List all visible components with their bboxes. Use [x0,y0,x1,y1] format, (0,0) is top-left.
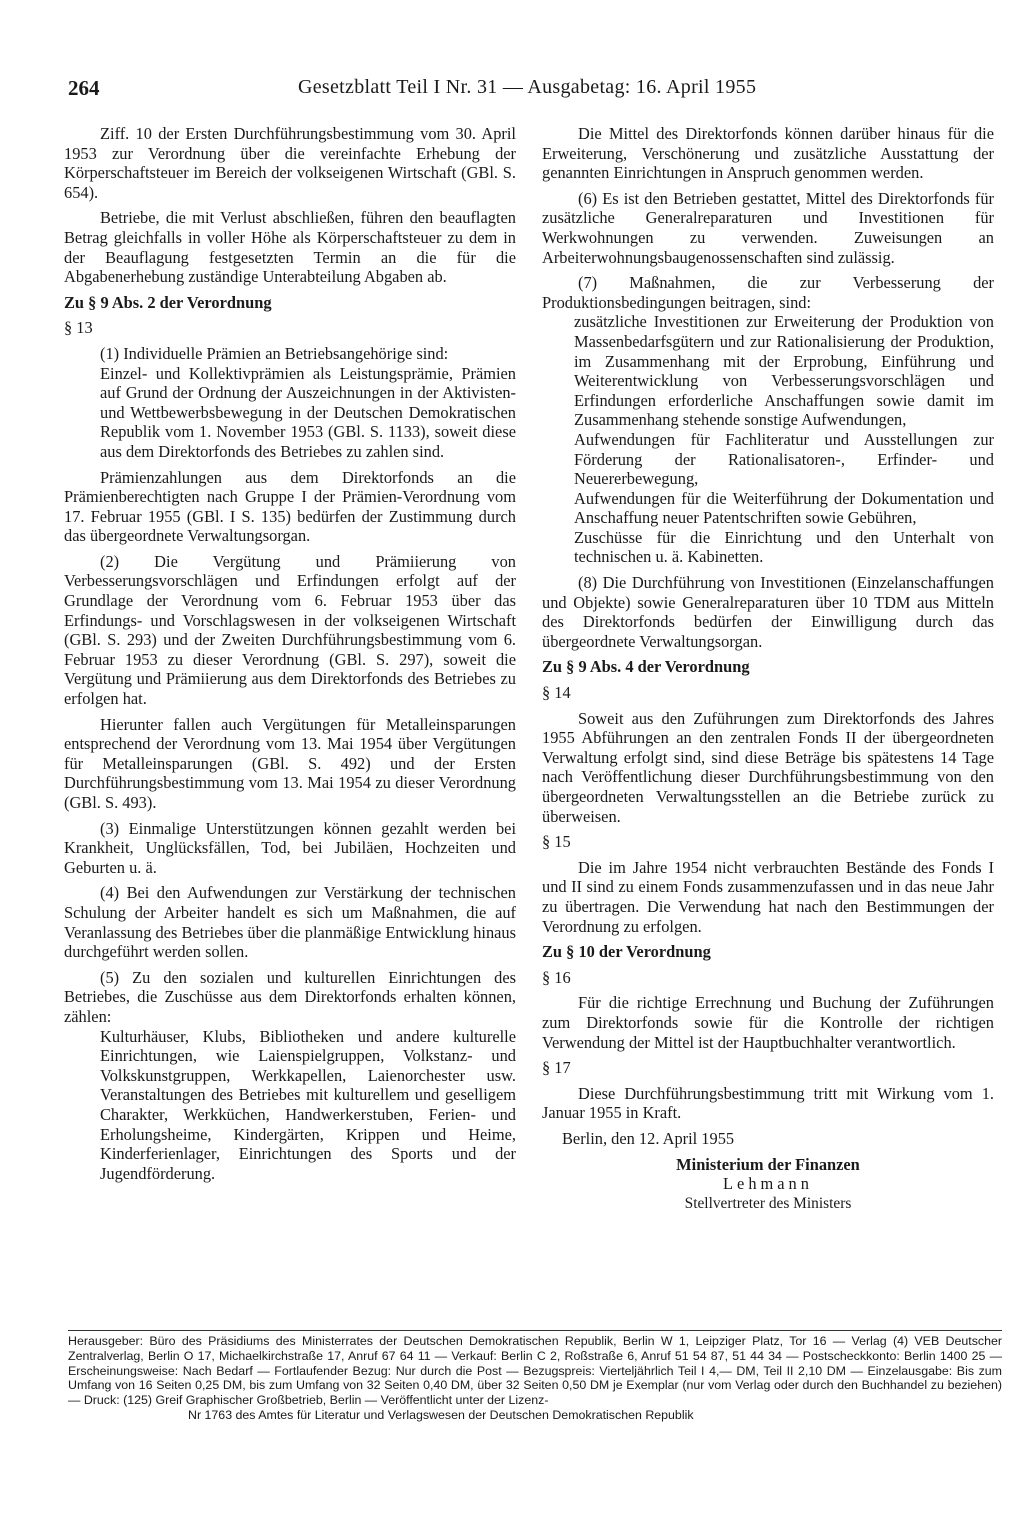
header-title: Gesetzblatt Teil I Nr. 31 — Ausgabetag: 16. April 1955 [298,76,757,98]
left-column [64,124,516,1189]
paragraph-number: § 14 [542,683,571,703]
signature-block [542,1155,994,1214]
section-heading: Zu § 9 Abs. 4 der Verordnung [542,657,750,677]
paragraph: (2) Die Vergütung und Prämiierung von Verbesserungsvorschlägen und Erfindungen erfolgt auf der Grundlage der Verordnung vom 6. Februar 1953 über das Erfindungs- und Vorschlagswesen in der volkseigenen Wirtschaft (GBl. S. 293) und der Zweiten Durchführungsbestimmung vom 6. Februar 1953 zu dieser Verordnung (GBl. S. 297), soweit die Vergütung und Prämiierung aus dem Direktorfonds des Betriebes zu erfolgen hat. [64,551,516,709]
paragraph-number: § 15 [542,832,571,852]
indented-paragraph: zusätzliche Investitionen zur Erweiterung der Produktion von Massenbedarfsgütern und zur Rationalisierung der Produktion, im Zusammenhang mit der Erprobung, Einführung und Weiterentwicklung von Verbesserungsvorschlägen und Erfindungen erforderliche Anschaffungen sowie damit im Zusammenhang stehende sonstige Aufwendungen, [574,312,994,430]
imprint-text: Herausgeber: Büro des Präsidiums des Ministerrates der Deutschen Demokratischen Republik, Berlin W 1, Leipziger Platz, Tor 16 — Verlag (4) VEB Deutscher Zentralverlag, Berlin O 17, Michaelkirchstraße 17, Anruf 67 64 11 — Verkauf: Berlin C 2, Roßstraße 6, Anruf 51 54 87, 51 44 34 — Postscheckkonto: Berlin 1400 25 — Erscheinungsweise: Nach Bedarf — Fortlaufender Bezug: Nur durch die Post — Bezugspreis: Vierteljährlich Teil I 4,— DM, Teil II 2,10 DM — Einzelausgabe: Bis zum Umfang von 16 Seiten 0,25 DM, bis zum Umfang von 32 Seiten 0,40 DM, über 32 Seiten 0,50 DM je Exemplar (nur vom Verlag oder durch den Buchhandel zu beziehen) — Druck: (125) Greif Graphischer Großbetrieb, Berlin — Veröffentlicht unter der Lizenz- [68,1334,1002,1408]
indented-paragraph: Aufwendungen für Fachliteratur und Ausstellungen zur Förderung der Rationalisatoren-, Erfinder- und Neuererbewegung, [574,429,994,489]
signature-name: Lehmann [723,1174,813,1194]
indented-paragraph: Kulturhäuser, Klubs, Bibliotheken und andere kulturelle Einrichtungen, wie Laienspielgruppen, Volkstanz- und Volkskunstgruppen, Werkkapellen, Laienorchester usw. Veranstaltungen des Betriebes mit kulturellem und geselligem Charakter, Werkküchen, Handwerkerstuben, Ferien- und Erholungsheime, Kindergärten, Krippen und Heime, Kinderferienlager, Einrichtungen des Sports und der Jugendförderung. [100,1026,516,1183]
right-column [542,124,994,1213]
page-number: 264 [68,76,100,100]
section-heading: Zu § 10 der Verordnung [542,942,711,962]
paragraph-number: § 13 [64,318,93,338]
paragraph-number: § 16 [542,967,571,987]
indented-paragraph: Aufwendungen für die Weiterführung der Dokumentation und Anschaffung neuer Patentschriften sowie Gebühren, [574,488,994,528]
paragraph: (8) Die Durchführung von Investitionen (Einzelanschaffungen und Objekte) sowie Generalreparaturen über 10 TDM aus Mitteln des Direktorfonds bedürfen der Einwilligung durch das übergeordnete Verwaltungsorgan. [542,573,994,651]
paragraph: Soweit aus den Zuführungen zum Direktorfonds des Jahres 1955 Abführungen an den zentralen Fonds II der übergeordneten Verwaltung erfolgt sind, sind diese Beträge bis spätestens 14 Tage nach Veröffentlichung dieser Durchführungsbestimmung von den übergeordneten Verwaltungsstellen an die Betriebe zurück zu überweisen. [542,708,994,826]
signature-organization: Ministerium der Finanzen [676,1154,860,1174]
paragraph: Prämienzahlungen aus dem Direktorfonds an die Prämienberechtigten nach Gruppe I der Prämien-Verordnung vom 17. Februar 1955 (GBl. I S. 135) bedürfen der Zustimmung durch das übergeordnete Verwaltungsorgan. [64,467,516,546]
paragraph: Ziff. 10 der Ersten Durchführungsbestimmung vom 30. April 1953 zur Verordnung über die vereinfachte Erhebung der Körperschaftsteuer im Bereich der volkseigenen Wirtschaft (GBl. S. 654). [64,124,516,202]
paragraph: (4) Bei den Aufwendungen zur Verstärkung der technischen Schulung der Arbeiter handelt es sich um Maßnahmen, die auf Veranlassung des Betriebes über die planmäßige Entwicklung hinaus durchgeführt werden sollen. [64,883,516,962]
paragraph: Für die richtige Errechnung und Buchung der Zuführungen zum Direktorfonds sowie für die Kontrolle der richtigen Verwendung der Mittel ist der Hauptbuchhalter verantwortlich. [542,993,994,1052]
paragraph: (7) Maßnahmen, die zur Verbesserung der Produktionsbedingungen beitragen, sind: [542,273,994,312]
section-heading: Zu § 9 Abs. 2 der Verordnung [64,292,272,312]
paragraph: Betriebe, die mit Verlust abschließen, führen den beauflagten Betrag gleichfalls in voller Höhe als Körperschaftsteuer zu dem in der Beauflagung festgesetzten Termin an die für die Abgabenerhebung zuständige Unterabteilung Abgaben ab. [64,208,516,287]
footer-divider [68,1330,1002,1331]
paragraph: Diese Durchführungsbestimmung tritt mit Wirkung vom 1. Januar 1955 in Kraft. [542,1083,994,1123]
indented-paragraph: Einzel- und Kollektivprämien als Leistungsprämie, Prämien auf Grund der Ordnung der Auszeichnungen in der Aktivisten- und Wettbewerbsbewegung in der Deutschen Demokratischen Republik vom 1. November 1953 (GBl. S. 1133), soweit diese aus dem Direktorfonds des Betriebes zu zahlen sind. [100,363,516,461]
signature-title: Stellvertreter des Ministers [684,1194,852,1212]
imprint-footer [68,1334,1002,1423]
place-date: Berlin, den 12. April 1955 [562,1128,735,1148]
indented-paragraph: Zuschüsse für die Einrichtung und den Unterhalt von technischen u. ä. Kabinetten. [574,527,994,567]
imprint-license-line: Nr 1763 des Amtes für Literatur und Verlagswesen der Deutschen Demokratischen Republik [188,1407,694,1422]
paragraph: Die im Jahre 1954 nicht verbrauchten Bestände des Fonds I und II sind zu einem Fonds zusammenzufassen und in das neue Jahr zu übertragen. Die Verwendung hat nach den Bestimmungen der Verordnung zu erfolgen. [542,857,994,936]
paragraph: (3) Einmalige Unterstützungen können gezahlt werden bei Krankheit, Unglücksfällen, Tod, bei Jubiläen, Hochzeiten und Geburten u. ä. [64,818,516,877]
paragraph-number: § 17 [542,1058,571,1078]
paragraph: (6) Es ist den Betrieben gestattet, Mittel des Direktorfonds für zusätzliche Generalreparaturen und Investitionen für Werkwohnungen zu verwenden. Zuweisungen an Arbeiterwohnungsbaugenossenschaften sind zulässig. [542,188,994,267]
page-header [68,76,968,106]
paragraph: Die Mittel des Direktorfonds können darüber hinaus für die Erweiterung, Verschönerung und zusätzliche Ausstattung der genannten Einrichtungen in Anspruch genommen werden. [542,124,994,183]
paragraph: (1) Individuelle Prämien an Betriebsangehörige sind: [100,343,449,363]
paragraph: Hierunter fallen auch Vergütungen für Metalleinsparungen entsprechend der Verordnung vom 13. Mai 1954 über Vergütungen für Metalleinsparungen (GBl. S. 492) und der Ersten Durchführungsbestimmung vom 13. Mai 1954 zu dieser Verordnung (GBl. S. 493). [64,714,516,812]
paragraph: (5) Zu den sozialen und kulturellen Einrichtungen des Betriebes, die Zuschüsse aus dem Direktorfonds erhalten können, zählen: [64,967,516,1026]
